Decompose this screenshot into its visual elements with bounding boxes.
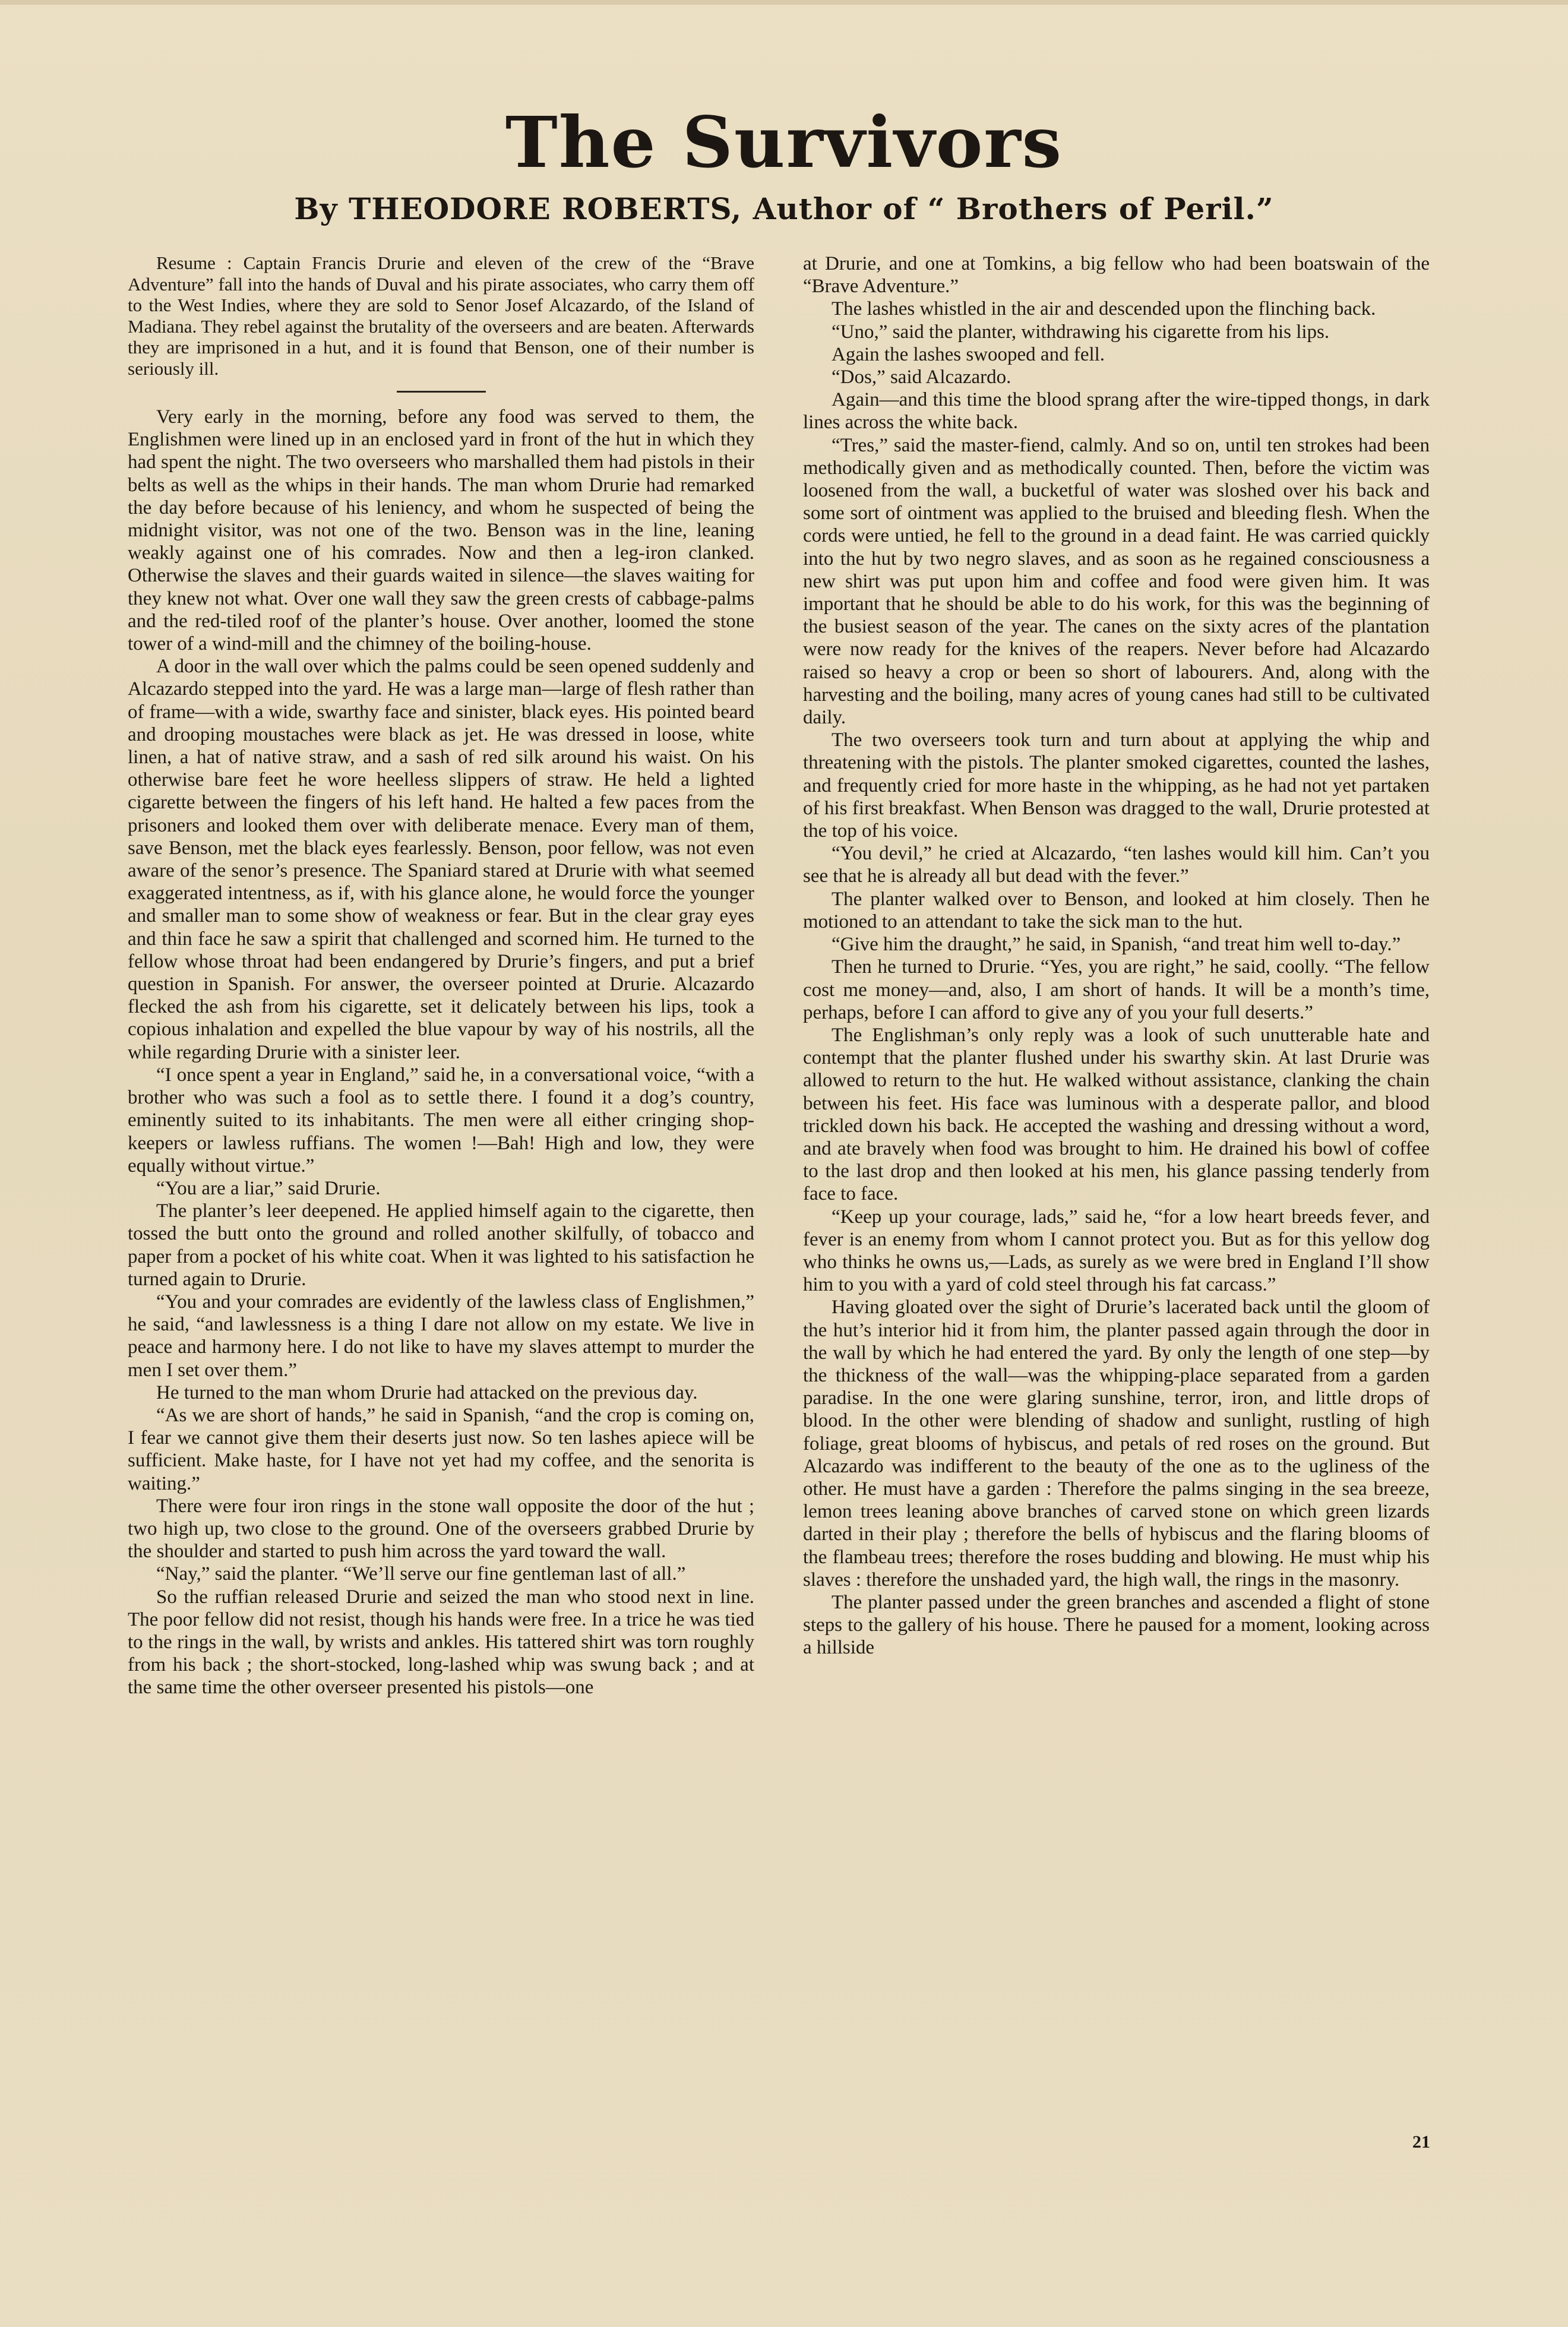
paragraph: “You and your comrades are evidently of the lawless class of Englishmen,” he said, “and lawlessness is a thing I dare not allow on my estate. We live in peace and harmony here. I do not like to have my slaves attempt to murder the men I set over them.” [128, 1291, 754, 1381]
paragraph: “Keep up your courage, lads,” said he, “for a low heart breeds fever, and fever is an enemy from whom I cannot protect you. But as for this yellow dog who thinks he owns us,—Lads, as surely as we were bred in England I’ll show him to you with a yard of cold steel through his fat carcass.” [803, 1206, 1430, 1296]
paragraph: Having gloated over the sight of Drurie’s lacerated back until the gloom of the hut’s interior hid it from him, the planter passed again through the door in the wall by which he had entered the yard. By only the length of one step—by the thickness of the wall—was the whipping-place separated from a garden paradise. In the one were glaring sunshine, terror, iron, and little drops of blood. In the other were blending of shadow and sunlight, rustling of high foliage, great blooms of hybiscus, and petals of red roses on the ground. But Alcazardo was indifferent to the beauty of the one as to the ugliness of the other. He must have a garden : Therefore the palms singing in the sea breeze, lemon trees leaning above branches of carved stone on which green lizards darted in their play ; therefore the bells of hybiscus and the flaring blooms of the flambeau trees; therefore the roses budding and blowing. He must whip his slaves : therefore the unshaded yard, the high wall, the rings in the masonry. [803, 1297, 1430, 1591]
right-column [803, 252, 1430, 1659]
section-divider [397, 391, 486, 393]
paragraph: There were four iron rings in the stone wall opposite the door of the hut ; two high up, two close to the ground. One of the overseers grabbed Drurie by the shoulder and started to push him across the yard toward the wall. [128, 1495, 754, 1563]
paragraph: He turned to the man whom Drurie had attacked on the previous day. [156, 1381, 698, 1403]
paragraph: “Tres,” said the master-fiend, calmly. And so on, until ten strokes had been methodically given and as methodically counted. Then, before the victim was loosened from the wall, a bucketful of water was sloshed over his back and some sort of ointment was applied to the bruised and bleeding flesh. When the cords were untied, he fell to the ground in a dead faint. He was carried quickly into the hut by two negro slaves, and as soon as he regained consciousness a new shirt was put upon him and coffee and food were given him. It was important that he should be able to do his work, for this was the beginning of the busiest season of the year. The canes on the sixty acres of the plantation were now ready for the knives of the reapers. Never before had Alcazardo raised so heavy a crop or been so short of labourers. And, along with the harvesting and the boiling, many acres of young canes had still to be cultivated daily. [803, 434, 1430, 729]
paragraph: Then he turned to Drurie. “Yes, you are right,” he said, coolly. “The fellow cost me money—and, also, I am short of hands. It will be a month’s time, perhaps, before I can afford to give any of you your full deserts.” [803, 956, 1430, 1023]
paragraph: A door in the wall over which the palms could be seen opened suddenly and Alcazardo stepped into the yard. He was a large man—large of flesh rather than of frame—with a wide, swarthy face and sinister, black eyes. His pointed beard and drooping moustaches were black as jet. He was dressed in loose, white linen, a hat of native straw, and a sash of red silk around his waist. On his otherwise bare feet he wore heelless slippers of straw. He held a lighted cigarette between the fingers of his left hand. He halted a few paces from the prisoners and looked them over with deliberate menace. Every man of them, save Benson, met the black eyes fearlessly. Benson, poor fellow, was not even aware of the senor’s presence. The Spaniard stared at Drurie with what seemed exaggerated intentness, as if, with his glance alone, he would force the younger and smaller man to some show of weakness or fear. But in the clear gray eyes and thin face he saw a spirit that challenged and scorned him. He turned to the fellow whose throat had been endangered by Drurie’s fingers, and put a brief question in Spanish. For answer, the overseer pointed at Drurie. Alcazardo flecked the ash from his cigarette, set it delicately between his lips, took a copious inhalation and expelled the blue vapour by way of his nostrils, all the while regarding Drurie with a sinister leer. [128, 656, 754, 1063]
paragraph: “Uno,” said the planter, withdrawing his cigarette from his lips. [832, 321, 1330, 343]
paragraph: The planter’s leer deepened. He applied himself again to the cigarette, then tossed the butt onto the ground and rolled another skilfully, of tobacco and paper from a pocket of his white coat. When it was lighted to his satisfaction he turned again to Drurie. [128, 1200, 754, 1290]
paragraph: The two overseers took turn and turn about at applying the whip and threatening with the pistols. The planter smoked cigarettes, counted the lashes, and frequently cried for more haste in the whipping, as he had not yet partaken of his first breakfast. When Benson was dragged to the wall, Drurie protested at the top of his voice. [803, 729, 1430, 842]
story-byline: By THEODORE ROBERTS, Author of “ Brothers of Peril.” [294, 191, 1274, 226]
paragraph: The planter passed under the green branches and ascended a flight of stone steps to the gallery of his house. There he paused for a moment, looking across a hillside [803, 1591, 1430, 1659]
paragraph: Again—and this time the blood sprang after the wire-tipped thongs, in dark lines across the white back. [803, 389, 1430, 434]
left-column [128, 252, 754, 1699]
paragraph: Very early in the morning, before any food was served to them, the Englishmen were lined up in an enclosed yard in front of the hut in which they had spent the night. The two overseers who marshalled them had pistols in their belts as well as the whips in their hands. The man whom Drurie had remarked the day before because of his leniency, and whom he suspected of being the midnight visitor, was not one of the two. Benson was in the line, leaning weakly against one of his comrades. Now and then a leg-iron clanked. Otherwise the slaves and their guards waited in silence—the slaves waiting for they knew not what. Over one wall they saw the green crests of cabbage-palms and the red-tiled roof of the planter’s house. Over another, loomed the stone tower of a wind-mill and the chimney of the boiling-house. [128, 406, 754, 655]
paragraph: “Nay,” said the planter. “We’ll serve our fine gentleman last of all.” [156, 1563, 686, 1585]
paragraph: “You are a liar,” said Drurie. [156, 1177, 381, 1199]
paragraph: The planter walked over to Benson, and looked at him closely. Then he motioned to an attendant to take the sick man to the hut. [803, 888, 1430, 932]
paragraph: Again the lashes swooped and fell. [832, 343, 1105, 365]
paragraph: The Englishman’s only reply was a look of such unutterable hate and contempt that the planter flushed under his swarthy skin. At last Drurie was allowed to return to the hut. He walked without assistance, clanking the chain between his feet. His face was luminous with a desperate pallor, and blood trickled down his back. He accepted the washing and dressing without a word, and ate bravely when food was brought to him. He drained his bowl of coffee to the last drop and then looked at his men, his glance passing tenderly from face to face. [803, 1024, 1430, 1205]
paragraph: at Drurie, and one at Tomkins, a big fellow who had been boatswain of the “Brave Adventure.” [803, 253, 1430, 298]
paragraph: “I once spent a year in England,” said he, in a conversational voice, “with a brother who was such a fool as to settle there. I found it a dog’s country, eminently suited to its inhabitants. The men were all either cringing shop-keepers or lawless ruffians. The women !—Bah! High and low, they were equally without virtue.” [128, 1064, 754, 1177]
paragraph: “Dos,” said Alcazardo. [832, 366, 1011, 388]
paragraph: The lashes whistled in the air and descended upon the flinching back. [832, 298, 1376, 320]
page-number: 21 [1412, 2132, 1430, 2152]
paragraph: So the ruffian released Drurie and seized the man who stood next in line. The poor fellow did not resist, though his hands were free. In a trice he was tied to the rings in the wall, by wrists and ankles. His tattered shirt was torn roughly from his back ; the short-stocked, long-lashed whip was swung back ; and at the same time the other overseer presented his pistols—one [128, 1586, 754, 1699]
paragraph: “Give him the draught,” he said, in Spanish, “and treat him well to-day.” [832, 934, 1401, 956]
paragraph: “You devil,” he cried at Alcazardo, “ten lashes would kill him. Can’t you see that he is already all but dead with the fever.” [803, 843, 1430, 887]
page-top-edge [0, 0, 1568, 5]
resume-summary: Resume : Captain Francis Drurie and eleven of the crew of the “Brave Adventure” fall into the hands of Duval and his pirate associates, who carry them off to the West Indies, where they are sold to Senor Josef Alcazardo, of the Island of Madiana. They rebel against the brutality of the overseers and are beaten. Afterwards they are imprisoned in a hut, and it is found that Benson, one of their number is seriously ill. [128, 252, 754, 379]
story-title: The Survivors [505, 101, 1063, 184]
paragraph: “As we are short of hands,” he said in Spanish, “and the crop is coming on, I fear we cannot give them their deserts just now. So ten lashes apiece will be sufficient. Make haste, for I have not yet had my coffee, and the senorita is waiting.” [128, 1404, 754, 1494]
